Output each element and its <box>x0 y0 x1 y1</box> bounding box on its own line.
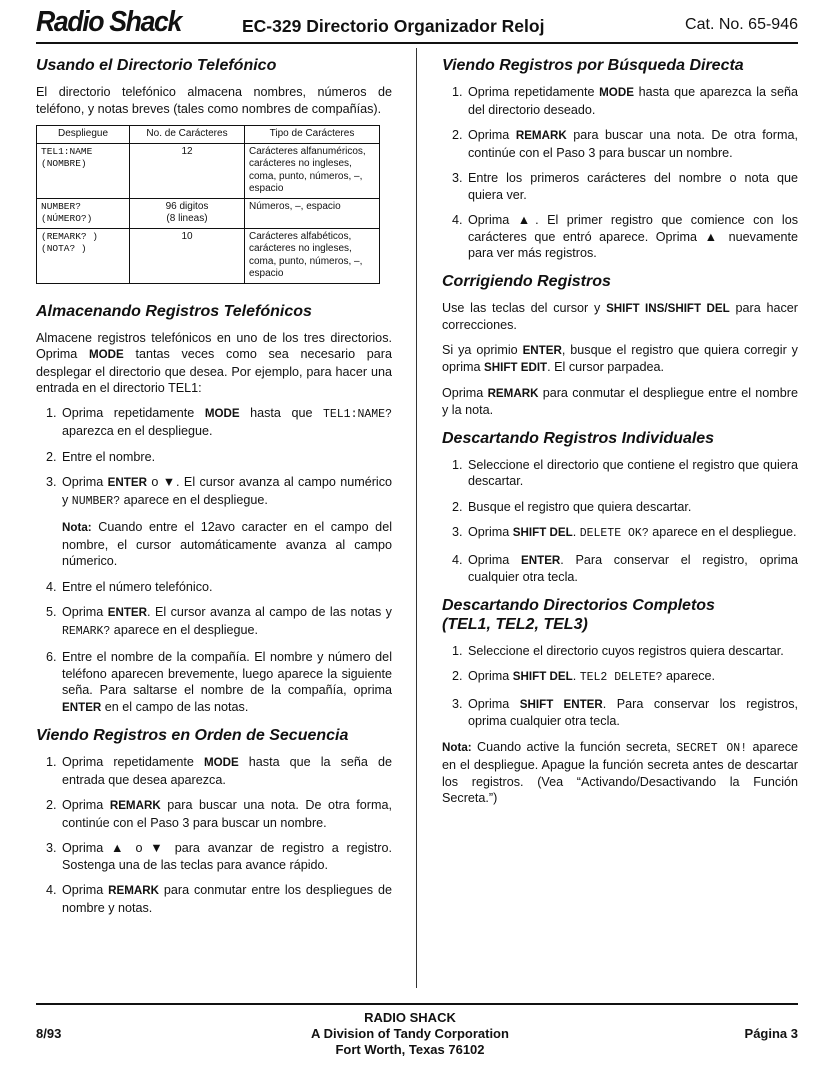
steps-list <box>442 84 798 262</box>
list-item: 3. Oprima SHIFT DEL. DELETE OK? aparece en el despliegue. <box>452 525 797 540</box>
section-heading: Almacenando Registros Telefónicos <box>36 302 312 320</box>
list-item: 1. Oprima repetidamente MODE hasta que aparezca la seña del directorio deseado. <box>452 85 798 117</box>
publisher-address: Fort Worth, Texas 76102 <box>335 1042 485 1057</box>
table-cell: NUMBER? (NÚMERO?) <box>37 198 130 228</box>
list-item: 2. Oprima SHIFT DEL. TEL2 DELETE? aparece. <box>452 669 716 684</box>
section-usando-directorio <box>36 56 392 284</box>
list-item: 4. Oprima ENTER. Para conservar el registro, oprima cualquier otra tecla. <box>452 552 798 584</box>
page-header <box>36 8 798 38</box>
radio-shack-logo: Radio Shack <box>36 6 181 38</box>
note: Nota: Cuando entre el 12avo caracter en el campo del nombre, el cursor automáticamente avanza al campo númerico. <box>62 520 392 568</box>
steps-list <box>36 579 392 717</box>
list-item: 5. Oprima ENTER. El cursor avanza al campo de las notas y REMARK? aparece en el despliegue. <box>46 605 392 638</box>
list-item: 1. Seleccione el directorio que contiene el registro que quiera descartar. <box>452 457 798 488</box>
table-header: No. de Carácteres <box>130 126 245 144</box>
steps-list <box>442 643 798 730</box>
list-item: 3. Entre los primeros carácteres del nombre o nota que quiera ver. <box>452 171 798 202</box>
section-busqueda-directa <box>442 56 798 262</box>
table-cell: 96 digitos (8 lineas) <box>130 198 245 228</box>
paragraph: Use las teclas del cursor y SHIFT INS/SHIFT DEL para hacer correcciones. <box>442 300 798 332</box>
steps-list <box>36 405 392 511</box>
catalog-number: Cat. No. 65-946 <box>685 16 798 33</box>
character-table <box>36 125 380 284</box>
section-almacenando-registros <box>36 302 392 717</box>
steps-list <box>36 754 392 916</box>
list-item: 3. Oprima ENTER o ▼. El cursor avanza al campo numérico y NUMBER? aparece en el despliegue. <box>46 475 392 508</box>
publisher-division: A Division of Tandy Corporation <box>311 1026 509 1041</box>
list-item: 4. Oprima REMARK para conmutar entre los despliegues de nombre y notas. <box>46 883 392 915</box>
table-cell: 10 <box>130 228 245 283</box>
section-corrigiendo-registros <box>442 272 798 419</box>
note: Nota: Cuando active la función secreta, SECRET ON! aparece en el despliegue. Apague la función secreta antes de descartar los registros. (Vea “Activando/Desactivando la Función Secreta.”) <box>442 739 798 805</box>
table-row <box>37 228 380 283</box>
footer-divider <box>36 1003 798 1005</box>
left-column <box>36 56 392 926</box>
list-item: 2. Entre el nombre. <box>46 449 156 464</box>
list-item: 3. Oprima ▲ o ▼ para avanzar de registro a registro. Sostenga una de las teclas para avance rápido. <box>46 841 392 872</box>
list-item: 3. Oprima SHIFT ENTER. Para conservar los registros, oprima cualquier otra tecla. <box>452 696 798 728</box>
header-divider <box>36 42 798 44</box>
table-cell: Números, –, espacio <box>245 198 380 228</box>
column-divider <box>416 48 417 988</box>
section-descartando-individuales <box>442 429 798 586</box>
page-number: Página 3 <box>744 1026 798 1041</box>
steps-list <box>442 457 798 586</box>
table-row <box>37 143 380 198</box>
section-heading: Descartando Directorios Completos (TEL1, TEL2, TEL3) <box>442 596 715 633</box>
list-item: 2. Oprima REMARK para buscar una nota. De otra forma, continúe con el Paso 3 para buscar un nombre. <box>452 128 798 160</box>
table-header-row <box>37 126 380 144</box>
list-item: 4. Oprima ▲. El primer registro que comience con los carácteres que entró aparece. Oprima ▲ nuevamente para ver más registros. <box>452 213 798 260</box>
section-heading: Viendo Registros por Búsqueda Directa <box>442 57 744 74</box>
paragraph: Almacene registros telefónicos en uno de los tres directorios. Oprima MODE tantas veces como sea necesario para desplegar el directorio que desea. Por ejemplo, para hacer una entrada en el directorio TEL1: <box>36 330 392 395</box>
list-item: 2. Oprima REMARK para buscar una nota. De otra forma, continúe con el Paso 3 para buscar un nombre. <box>46 798 392 830</box>
paragraph: Oprima REMARK para conmutar el despliegue entre el nombre y la nota. <box>442 385 798 417</box>
table-header: Despliegue <box>37 126 130 144</box>
table-row <box>37 198 380 228</box>
table-cell: 12 <box>130 143 245 198</box>
list-item: 6. Entre el nombre de la compañía. El nombre y número del teléfono aparecen brevemente, luego aparece la siguiente seña. Para saltarse el nombre de la compañía, oprima ENTER en el campo de las notas. <box>46 650 392 714</box>
list-item: 1. Oprima repetidamente MODE hasta que la seña de entrada que desea aparezca. <box>46 755 392 787</box>
section-heading: Usando el Directorio Telefónico <box>36 57 277 74</box>
table-cell: TEL1:NAME (NOMBRE) <box>37 143 130 198</box>
paragraph: Si ya oprimio ENTER, busque el registro que quiera corregir y oprima SHIFT EDIT. El cursor parpadea. <box>442 342 798 374</box>
list-item: 4. Entre el número telefónico. <box>46 579 213 594</box>
right-column <box>442 56 798 817</box>
publisher-name: RADIO SHACK <box>364 1010 456 1025</box>
paragraph: El directorio telefónico almacena nombres, números de teléfono, y notas breves (tales como nombres de compañías). <box>36 85 392 116</box>
section-heading: Descartando Registros Individuales <box>442 429 715 447</box>
list-item: 1. Oprima repetidamente MODE hasta que TEL1:NAME? aparezca en el despliegue. <box>46 405 392 438</box>
footer-date: 8/93 <box>36 1026 62 1041</box>
table-cell: Carácteres alfanuméricos, carácteres no ingleses, coma, punto, números, –, espacio <box>245 143 380 198</box>
section-viendo-secuencia <box>36 726 392 916</box>
table-cell: Carácteres alfabéticos, carácteres no ingleses, coma, punto, números, –, espacio <box>245 228 380 283</box>
document-title: EC-329 Directorio Organizador Reloj <box>242 16 545 36</box>
section-descartando-directorios <box>442 596 798 807</box>
list-item: 2. Busque el registro que quiera descartar. <box>452 499 692 514</box>
table-cell: (REMARK? ) (NOTA? ) <box>37 228 130 283</box>
list-item: 1. Seleccione el directorio cuyos registros quiera descartar. <box>452 643 784 658</box>
section-heading: Viendo Registros en Orden de Secuencia <box>36 727 349 744</box>
footer-publisher <box>280 1010 540 1058</box>
section-heading: Corrigiendo Registros <box>442 272 611 290</box>
table-header: Tipo de Carácteres <box>245 126 380 144</box>
